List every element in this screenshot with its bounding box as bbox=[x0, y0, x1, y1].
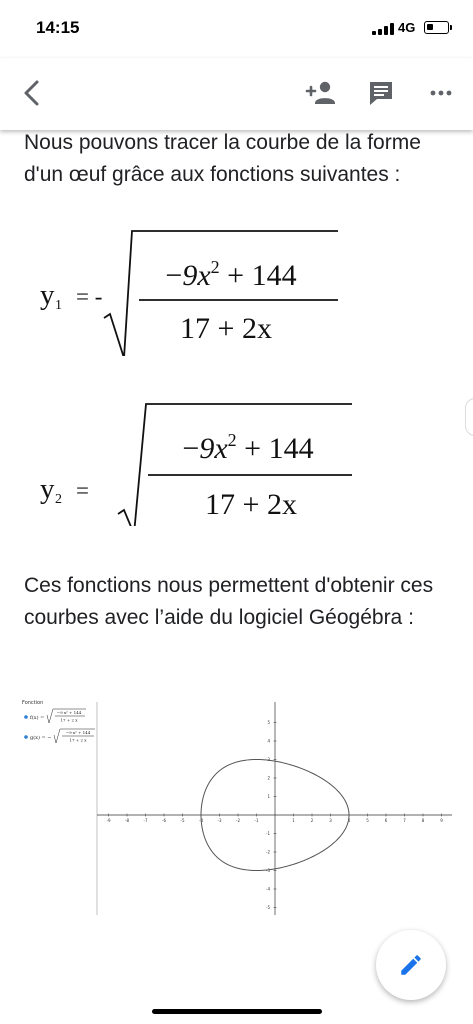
y-tick-label: -2 bbox=[266, 849, 270, 855]
network-type: 4G bbox=[398, 20, 416, 35]
formula-numerator: $-9x^2 + 144$ bbox=[182, 430, 314, 465]
x-tick-label: 8 bbox=[421, 818, 425, 823]
x-tick-label: 3 bbox=[329, 818, 332, 823]
geogebra-screenshot bbox=[22, 697, 452, 915]
formula-denominator: 17 + 2x bbox=[180, 312, 272, 345]
x-tick-label: 2 bbox=[310, 818, 314, 823]
y-tick-label: -4 bbox=[266, 886, 270, 892]
y-tick-label: 1 bbox=[267, 794, 270, 799]
status-time: 14:15 bbox=[36, 18, 80, 37]
chevron-left-icon bbox=[16, 75, 50, 111]
f-visibility-dot bbox=[24, 715, 28, 719]
formula-sub: 2 bbox=[55, 492, 62, 507]
y-tick-label: 3 bbox=[267, 757, 270, 762]
x-tick-label: 1 bbox=[292, 818, 295, 823]
edit-button[interactable] bbox=[376, 930, 446, 1000]
y-tick-label: -5 bbox=[266, 905, 270, 910]
f-denominator: 17 + 2 x bbox=[60, 717, 78, 723]
f-label: f(x) = bbox=[30, 715, 45, 721]
formula-eq: = bbox=[76, 478, 89, 503]
status-bar bbox=[0, 0, 473, 58]
x-tick-label: 7 bbox=[403, 818, 406, 823]
formula-image-y1 bbox=[26, 226, 366, 356]
formula-sub: 1 bbox=[55, 298, 62, 313]
person-add-icon bbox=[304, 78, 338, 108]
formula-eq: = - bbox=[76, 284, 103, 309]
y-tick-label: 2 bbox=[267, 775, 270, 781]
add-person-button[interactable] bbox=[304, 78, 338, 108]
formula-numerator: $-9x^2 + 144$ bbox=[165, 257, 297, 292]
g-numerator: −9 x² + 144 bbox=[65, 730, 91, 735]
x-tick-label: 4 bbox=[347, 818, 351, 823]
panel-title: Fonction bbox=[22, 700, 44, 706]
formula-var: y bbox=[40, 473, 55, 505]
y-tick-label: -3 bbox=[266, 868, 270, 873]
formula-denominator: 17 + 2x bbox=[205, 488, 297, 521]
g-denominator: 17 + 2 x bbox=[69, 737, 87, 743]
edit-pencil-icon bbox=[398, 952, 424, 978]
back-button[interactable] bbox=[16, 75, 50, 111]
x-tick-label: 5 bbox=[366, 818, 369, 823]
x-tick-label: -5 bbox=[180, 818, 185, 823]
app-bar bbox=[0, 58, 473, 130]
scroll-handle[interactable] bbox=[465, 398, 473, 436]
signal-icon bbox=[372, 23, 394, 35]
algebra-panel bbox=[22, 700, 95, 743]
more-horiz-icon bbox=[426, 80, 456, 106]
x-tick-label: 9 bbox=[440, 818, 443, 823]
x-tick-label: -1 bbox=[254, 818, 259, 823]
comment-icon bbox=[365, 78, 397, 108]
x-tick-label: -4 bbox=[199, 818, 203, 823]
f-numerator: −9 x² + 144 bbox=[56, 710, 82, 715]
x-tick-label: 6 bbox=[384, 818, 388, 823]
home-indicator bbox=[152, 1009, 322, 1014]
y-tick-label: 5 bbox=[267, 720, 270, 725]
x-tick-label: -2 bbox=[236, 818, 240, 823]
y-tick-label: -1 bbox=[266, 831, 270, 836]
x-tick-label: -8 bbox=[125, 818, 129, 823]
formula-image-y2 bbox=[26, 396, 366, 526]
more-button[interactable] bbox=[426, 80, 456, 106]
document-body[interactable] bbox=[0, 130, 473, 1024]
x-tick-label: -9 bbox=[106, 818, 111, 823]
x-tick-label: -3 bbox=[217, 818, 222, 823]
battery-icon bbox=[424, 21, 449, 34]
paragraph-intro: Nous pouvons tracer la courbe de la forme d'un œuf grâce aux fonctions suivantes : bbox=[24, 131, 421, 186]
g-visibility-dot bbox=[24, 735, 28, 739]
g-label: g(x) = − bbox=[30, 735, 52, 741]
x-tick-label: -6 bbox=[162, 818, 166, 823]
x-tick-label: -7 bbox=[143, 818, 148, 823]
comment-button[interactable] bbox=[365, 78, 397, 108]
y-tick-label: 4 bbox=[267, 738, 270, 744]
formula-var: y bbox=[40, 279, 55, 311]
paragraph-geogebra: Ces fonctions nous permettent d'obtenir ces courbes avec l’aide du logiciel Géogébra : bbox=[24, 574, 434, 629]
